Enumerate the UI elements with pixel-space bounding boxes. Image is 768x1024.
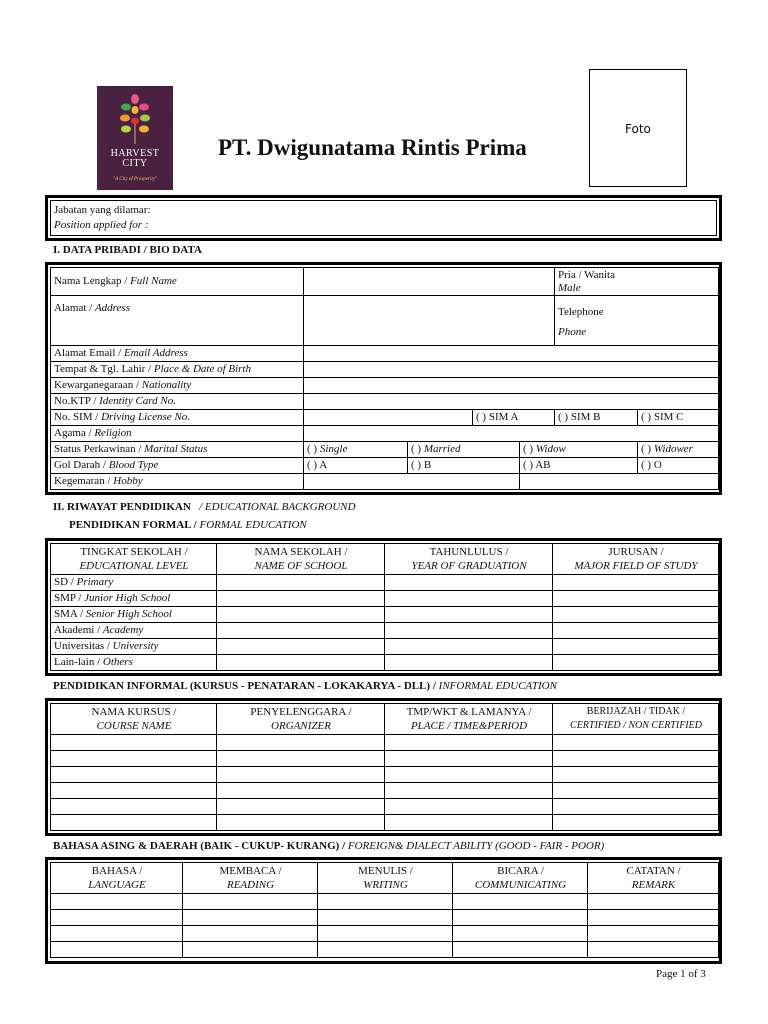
language-heading: BAHASA ASING & DAERAH (BAIK - CUKUP- KURANG) / FOREIGN& DIALECT ABILITY (GOOD - FAIR - POOR) bbox=[53, 840, 605, 852]
table-cell[interactable] bbox=[553, 655, 719, 671]
input-hobby-1[interactable] bbox=[304, 474, 520, 490]
table-row bbox=[51, 910, 719, 926]
table-cell[interactable] bbox=[183, 926, 318, 942]
company-title: PT. Dwigunatama Rintis Prima bbox=[218, 135, 527, 160]
leaf-tree-icon bbox=[117, 94, 153, 146]
table-cell[interactable] bbox=[217, 607, 385, 623]
table-cell[interactable] bbox=[385, 783, 553, 799]
input-hobby-2[interactable] bbox=[520, 474, 719, 490]
table-cell[interactable] bbox=[553, 575, 719, 591]
table-cell[interactable] bbox=[217, 575, 385, 591]
informal-header-row bbox=[51, 704, 719, 735]
col-remark: CATATAN / REMARK bbox=[588, 863, 719, 894]
table-row bbox=[51, 799, 719, 815]
table-cell[interactable] bbox=[51, 783, 217, 799]
table-cell[interactable] bbox=[217, 655, 385, 671]
table-cell[interactable] bbox=[183, 894, 318, 910]
table-cell[interactable] bbox=[453, 926, 588, 942]
language-header-row bbox=[51, 863, 719, 894]
table-row bbox=[51, 767, 719, 783]
input-nationality[interactable] bbox=[304, 378, 719, 394]
table-cell[interactable] bbox=[588, 894, 719, 910]
input-birth[interactable] bbox=[304, 362, 719, 378]
table-cell[interactable] bbox=[51, 799, 217, 815]
table-row bbox=[51, 639, 719, 655]
label-email: Alamat Email / Email Address bbox=[51, 346, 304, 362]
table-row bbox=[51, 591, 719, 607]
label-ktp: No.KTP / Identity Card No. bbox=[51, 394, 304, 410]
col-course-name: NAMA KURSUS / COURSE NAME bbox=[51, 704, 217, 735]
col-certified: BERIJAZAH / TIDAK / CERTIFIED / NON CERTIFIED bbox=[553, 704, 719, 735]
row-label: SMP / Junior High School bbox=[51, 591, 217, 607]
table-cell[interactable] bbox=[385, 623, 553, 639]
label-hobby: Kegemaran / Hobby bbox=[51, 474, 304, 490]
label-full-name: Nama Lengkap / Full Name bbox=[51, 268, 304, 296]
table-cell[interactable] bbox=[51, 894, 183, 910]
table-cell[interactable] bbox=[51, 942, 183, 958]
formal-header-row bbox=[51, 544, 719, 575]
table-cell[interactable] bbox=[51, 926, 183, 942]
table-cell[interactable] bbox=[553, 639, 719, 655]
table-cell[interactable] bbox=[217, 767, 385, 783]
checkbox-married[interactable]: ( ) Married bbox=[408, 442, 520, 458]
input-email[interactable] bbox=[304, 346, 719, 362]
col-language: BAHASA / LANGUAGE bbox=[51, 863, 183, 894]
company-logo bbox=[97, 86, 173, 190]
table-cell[interactable] bbox=[183, 910, 318, 926]
table-cell[interactable] bbox=[217, 639, 385, 655]
table-cell[interactable] bbox=[183, 942, 318, 958]
table-cell[interactable] bbox=[385, 575, 553, 591]
table-cell[interactable] bbox=[385, 591, 553, 607]
gender-field[interactable]: Pria / Wanita Male bbox=[555, 268, 719, 296]
table-row bbox=[51, 623, 719, 639]
checkbox-blood-a[interactable]: ( ) A bbox=[304, 458, 408, 474]
row-label: Universitas / University bbox=[51, 639, 217, 655]
col-place-time-period: TMP/WKT & LAMANYA / PLACE / TIME&PERIOD bbox=[385, 704, 553, 735]
checkbox-sim-b[interactable]: ( ) SIM B bbox=[555, 410, 638, 426]
table-cell[interactable] bbox=[553, 607, 719, 623]
table-cell[interactable] bbox=[217, 751, 385, 767]
checkbox-widow[interactable]: ( ) Widow bbox=[520, 442, 638, 458]
formal-heading: PENDIDIKAN FORMAL / FORMAL EDUCATION bbox=[69, 519, 307, 531]
label-birth: Tempat & Tgl. Lahir / Place & Date of Birth bbox=[51, 362, 304, 378]
row-label: SMA / Senior High School bbox=[51, 607, 217, 623]
input-address[interactable] bbox=[304, 296, 555, 346]
input-religion[interactable] bbox=[304, 426, 719, 442]
table-cell[interactable] bbox=[217, 623, 385, 639]
table-cell[interactable] bbox=[385, 639, 553, 655]
table-row bbox=[51, 815, 719, 831]
table-cell[interactable] bbox=[318, 926, 453, 942]
language-table bbox=[50, 862, 719, 958]
label-sim: No. SIM / Driving License No. bbox=[51, 410, 304, 426]
checkbox-blood-o[interactable]: ( ) O bbox=[638, 458, 719, 474]
table-cell[interactable] bbox=[318, 942, 453, 958]
table-cell[interactable] bbox=[553, 767, 719, 783]
col-year-of-graduation: TAHUNLULUS / YEAR OF GRADUATION bbox=[385, 544, 553, 575]
photo-box[interactable] bbox=[589, 69, 687, 187]
telephone-field[interactable]: Telephone Phone bbox=[555, 296, 719, 346]
table-cell[interactable] bbox=[453, 894, 588, 910]
table-cell[interactable] bbox=[553, 591, 719, 607]
table-cell[interactable] bbox=[553, 623, 719, 639]
col-organizer: PENYELENGGARA / ORGANIZER bbox=[217, 704, 385, 735]
table-cell[interactable] bbox=[385, 751, 553, 767]
section1-heading: I. DATA PRIBADI / BIO DATA bbox=[53, 244, 202, 256]
table-cell[interactable] bbox=[385, 799, 553, 815]
table-cell[interactable] bbox=[51, 735, 217, 751]
table-cell[interactable] bbox=[51, 767, 217, 783]
table-row bbox=[51, 926, 719, 942]
checkbox-sim-c[interactable]: ( ) SIM C bbox=[638, 410, 719, 426]
input-sim[interactable] bbox=[304, 410, 473, 426]
table-cell[interactable] bbox=[318, 910, 453, 926]
col-communicating: BICARA / COMMUNICATING bbox=[453, 863, 588, 894]
table-cell[interactable] bbox=[217, 735, 385, 751]
table-cell[interactable] bbox=[553, 799, 719, 815]
col-name-of-school: NAMA SEKOLAH / NAME OF SCHOOL bbox=[217, 544, 385, 575]
table-cell[interactable] bbox=[385, 815, 553, 831]
table-cell[interactable] bbox=[51, 751, 217, 767]
table-cell[interactable] bbox=[553, 735, 719, 751]
table-row bbox=[51, 655, 719, 671]
col-major-field: JURUSAN / MAJOR FIELD OF STUDY bbox=[553, 544, 719, 575]
table-cell[interactable] bbox=[51, 815, 217, 831]
col-writing: MENULIS / WRITING bbox=[318, 863, 453, 894]
checkbox-widower[interactable]: ( ) Widower bbox=[638, 442, 719, 458]
col-educational-level: TINGKAT SEKOLAH / EDUCATIONAL LEVEL bbox=[51, 544, 217, 575]
table-row bbox=[51, 751, 719, 767]
row-label: Akademi / Academy bbox=[51, 623, 217, 639]
table-row bbox=[51, 607, 719, 623]
formal-education-table bbox=[50, 543, 719, 671]
page-number: Page 1 of 3 bbox=[656, 968, 706, 980]
table-cell[interactable] bbox=[217, 591, 385, 607]
table-cell[interactable] bbox=[217, 783, 385, 799]
col-reading: MEMBACA / READING bbox=[183, 863, 318, 894]
table-cell[interactable] bbox=[217, 799, 385, 815]
table-row bbox=[51, 783, 719, 799]
label-blood: Gol Darah / Blood Type bbox=[51, 458, 304, 474]
table-cell[interactable] bbox=[588, 910, 719, 926]
table-cell[interactable] bbox=[51, 910, 183, 926]
position-label-en: Position applied for : bbox=[54, 219, 149, 231]
input-ktp[interactable] bbox=[304, 394, 719, 410]
row-label: Lain-lain / Others bbox=[51, 655, 217, 671]
label-nationality: Kewarganegaraan / Nationality bbox=[51, 378, 304, 394]
position-field[interactable] bbox=[50, 200, 717, 236]
table-cell[interactable] bbox=[553, 751, 719, 767]
table-cell[interactable] bbox=[453, 942, 588, 958]
label-religion: Agama / Religion bbox=[51, 426, 304, 442]
table-row bbox=[51, 575, 719, 591]
checkbox-single[interactable]: ( ) Single bbox=[304, 442, 408, 458]
table-row bbox=[51, 735, 719, 751]
label-marital: Status Perkawinan / Marital Status bbox=[51, 442, 304, 458]
table-cell[interactable] bbox=[588, 942, 719, 958]
logo-tagline: "A City of Prosperity" bbox=[112, 177, 158, 182]
table-cell[interactable] bbox=[385, 655, 553, 671]
table-row bbox=[51, 942, 719, 958]
table-cell[interactable] bbox=[453, 910, 588, 926]
row-label: SD / Primary bbox=[51, 575, 217, 591]
checkbox-blood-ab[interactable]: ( ) AB bbox=[520, 458, 638, 474]
logo-brand: HARVEST CITY bbox=[110, 148, 160, 169]
section2-heading: II. RIWAYAT PENDIDIKAN / EDUCATIONAL BACKGROUND bbox=[53, 501, 356, 513]
informal-heading: PENDIDIKAN INFORMAL (KURSUS - PENATARAN - LOKAKARYA - DLL) / INFORMAL EDUCATION bbox=[53, 680, 557, 692]
table-cell[interactable] bbox=[318, 894, 453, 910]
table-cell[interactable] bbox=[588, 926, 719, 942]
biodata-table bbox=[50, 267, 719, 490]
table-cell[interactable] bbox=[385, 767, 553, 783]
table-cell[interactable] bbox=[217, 815, 385, 831]
informal-education-table bbox=[50, 703, 719, 831]
table-cell[interactable] bbox=[385, 607, 553, 623]
position-label: Jabatan yang dilamar: bbox=[54, 204, 151, 216]
table-cell[interactable] bbox=[385, 735, 553, 751]
table-cell[interactable] bbox=[553, 783, 719, 799]
table-row bbox=[51, 894, 719, 910]
checkbox-blood-b[interactable]: ( ) B bbox=[408, 458, 520, 474]
input-full-name[interactable] bbox=[304, 268, 555, 296]
table-cell[interactable] bbox=[553, 815, 719, 831]
checkbox-sim-a[interactable]: ( ) SIM A bbox=[473, 410, 555, 426]
photo-label: Foto bbox=[625, 122, 651, 136]
label-address: Alamat / Address bbox=[51, 296, 304, 346]
